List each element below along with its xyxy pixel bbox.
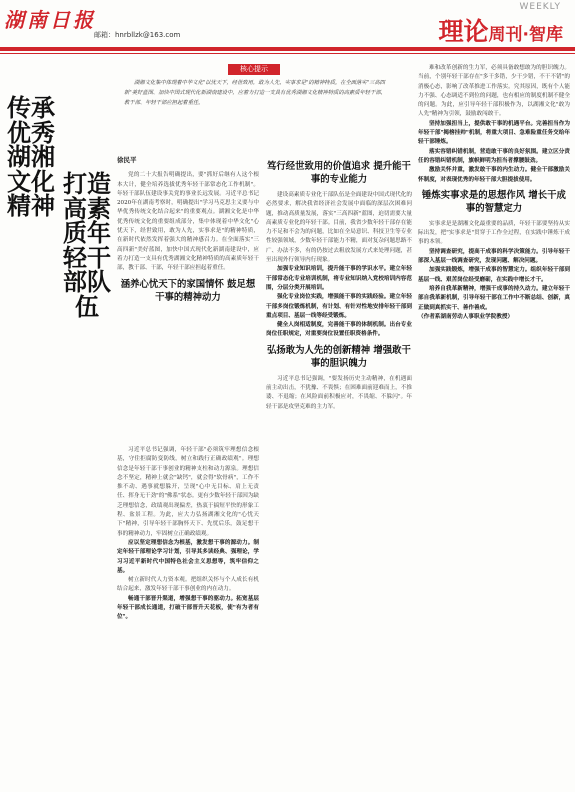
article-paragraph: 习近平总书记强调，"要发扬历史主动精神，在机遇面前主动出击，不犹豫、不畏惧；在困难面前迎难而上，不推诿、不退缩；在风险面前积极应对，不畏缩、不躲闪"。年轻干部是攻坚克难的主力军。 (266, 375, 412, 410)
author-note: （作者系湖南劳动人事职业学院教授） (418, 313, 514, 320)
article-paragraph-lead: 强化专业岗位实践，增强能干事的实践经验。建立年轻干部多岗位锻炼机制，有计划、有针对性地安排年轻干部到重点项目、基层一线等经受锻炼。 (266, 294, 412, 319)
section-heading-3: 弘扬敢为人先的创新精神 增强敢干事的胆识魄力 (267, 344, 411, 369)
article-paragraph-lead: 畅通干部晋升渠道，增强想干事的驱动力。拓宽基层年轻干部成长通道，打破干部晋升天花板，使"有为者有位"。 (117, 595, 259, 621)
article-headline (6, 96, 118, 496)
article-paragraph: 难和改革创新的生力军，必须具备敢想敢为的胆识魄力。当前，个别年轻干部存在"多干多错，少干少错，不干不错"的消极心态，影响了改革推进工作落实。究其原因，既有个人能力不强、心态调适不到位的问题，也有相应的制度机制不健全的问题。为此，应引导年轻干部积极作为，以湖湘文化"敢为人先"精神为引领，鼓励敢闯敢干。 (418, 65, 570, 118)
article-paragraph: 党的二十大报告明确提出，要"抓好后继有人这个根本大计，健全培养选拔优秀年轻干部常态化工作机制"。年轻干部队伍建设事关党的事业长远发展。习近平总书记2020年在湖南考察时，明确提出"学习马克思主义要与中华优秀传统文化结合起来"的重要观点。湖湘文化是中华优秀传统文化的重要组成部分，集中体现着中华文化"心忧天下，经世致用，敢为人先，实事求是"的精神特质，在新时代依然发挥着强大的精神感召力。在全面落实"三高四新"美好蓝图，加快中国式现代化新湖南建设中，应着力打造一支具有优秀湖湘文化精神特质的高素质年轻干部，教干部、干部，年轻干部应担起着重任。 (117, 172, 259, 272)
key-hint-label: 核心提示 (228, 64, 280, 75)
article-paragraph-lead: 加强实践锻炼，增强干成事的智慧定力。组织年轻干部到基层一线、艰苦岗位经受磨砺，在实践中增长才干。 (418, 267, 570, 283)
weekly-label: WEEKLY (519, 2, 561, 12)
article-paragraph-lead: 落实容错纠错机制，营造敢干事的良好氛围。建立区分责任的容错纠错机制，旗帜鲜明为担当者撑腰鼓劲。 (418, 148, 570, 164)
article-column-3 (418, 64, 570, 792)
key-hint-box (100, 64, 405, 146)
author-byline: 徐民平 (117, 156, 137, 164)
section-heading-4: 锤炼实事求是的思想作风 增长干成事的智慧定力 (422, 189, 566, 214)
article-paragraph: 建设高素质专业化干部队伍是全面建设中国式现代化的必然要求，解决我省经济社会发展中面临的深层次困难问题，推动高质量发展，落实"三高四新"蓝图，迫切需要大量高素质专业化的年轻干部。目前，我省少数年轻干部存在能力不足和不会为的问题，比如在全局意识、科技卫生等专业性较强领域，少数年轻干部能力不精，面对复杂问题思路不广、办法不多，有的仍按过去粗放发展方式来处理问题，甚至出现外行领导内行现象。 (266, 192, 412, 264)
article-paragraph: 习近平总书记强调，年轻干部"必须筑牢理想信念根基，守住拒腐防变防线，树立和践行正确政绩观"。理想信念是年轻干部干事创业的精神支柱和动力源泉。理想信念不坚定，精神上就会"缺钙"，就会得"软骨病"，工作不推不动、遇事就想躲开，呈现"心中无目标、肩上无责任、挥身无干劲"的"佛系"状态。更有少数年轻干部因为缺乏理想信念，政绩观出现偏差，热衷于搞短平快的形象工程、盆景工程。为此，应大力弘扬湖湘文化的"心忧天下"精神，引导年轻干部胸怀天下、先忧后乐，鼓足想干事的精神动力，牢固树立正确政绩观。 (117, 447, 259, 537)
section-heading-2: 笃行经世致用的价值追求 提升能干事的专业能力 (267, 161, 411, 185)
article-paragraph-lead: 激励关怀并重，激发敢干事的内生动力。健全干部激励关怀制度，对表现优秀的年轻干部大胆提拔使用。 (418, 167, 570, 183)
article-column-1 (117, 156, 259, 446)
article-paragraph-lead: 坚持调查研究，提高干成事的科学决策能力。引导年轻干部深入基层一线调查研究，发现问题、解决问题。 (418, 248, 570, 265)
article-paragraph-lead: 加强专业知识培训，提升能干事的学识水平。建立年轻干部常态化专业培训机制，将专业知识纳入党校培训内容范围，分层分类开展培训。 (266, 266, 412, 291)
headline-line-sub: 传承优秀湖湘文化精神 (7, 94, 55, 220)
article-column-1-lower (117, 446, 259, 792)
email-label: 邮箱：hnrbllzk@163.com (94, 31, 181, 39)
article-paragraph-lead: 坚持加强担当上，提供敢干事的机遇平台。完善担当作为年轻干部"揭榜挂帅"机制，将重大项目、急难险重任务交给年轻干部锤炼。 (418, 120, 570, 146)
masthead-red-rule (0, 47, 575, 51)
key-hint-text: 湖湘文化集中体现着中华文化"以忧天下，经世致用，敢为人先，实事求是"的精神特质。在全面落实"三高四新"美好蓝图、加快中国式现代化新湖南建设中，应着力打造一支具有优秀湖湘文化精神特质的高素质年轻干部，教干部、年轻干部应担起着重任。 (124, 80, 386, 106)
article-paragraph-lead: 应以坚定理想信念为根基，激发想干事的源动力。制定年轻干部理论学习计划，引导其多读经典、强理论，学习习近平新时代中国特色社会主义思想等，筑牢信仰之基。 (117, 539, 259, 574)
article-paragraph-lead: 培养自我革新精神，增强干成事的持久动力。建立年轻干部自我革新机制，引导年轻干部在工作中不断总结、创新，真正做到真抓实干、善作善成。 (418, 285, 570, 311)
newspaper-logo: 湖南日报 (4, 8, 96, 32)
section-title-main: 理论 (438, 17, 489, 46)
article-column-2 (266, 156, 412, 792)
masthead (0, 0, 575, 58)
section-heading-1: 涵养心忧天下的家国情怀 鼓足想干事的精神动力 (120, 278, 256, 303)
article-paragraph: 树立新时代人力资本观。把组织关怀与个人成长有机结合起来，激发年轻干部干事创业的内在动力。 (117, 577, 259, 593)
masthead-thin-rule (0, 53, 575, 54)
section-title (439, 12, 563, 48)
section-title-sub: 周刊·智库 (488, 25, 563, 45)
article-paragraph: 实事求是是湖湘文化最重要的品质，年轻干部要坚持从实际出发，把"实事求是"贯穿于工作全过程，在实践中锤炼干成事的本领。 (418, 220, 570, 246)
article-paragraph-lead: 健全人岗相适制度，完善能干事的体制机制。出台专业岗位任职规定，对重要岗位设置任职资格条件。 (266, 322, 412, 338)
headline-line-main: 打造高素质年轻干部队伍 (63, 170, 111, 321)
